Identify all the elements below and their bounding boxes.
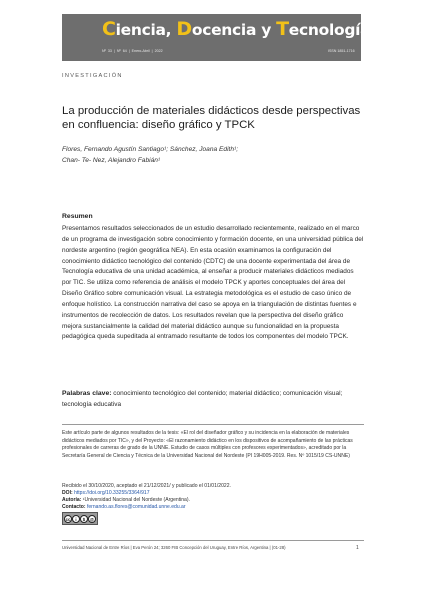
journal-title — [102, 18, 371, 40]
doi-line: DOI: https://doi.org/10.33255/3364/917 — [62, 490, 150, 496]
abstract-text: Presentamos resultados seleccionados de un estudio desarrollado recientemente, realizado en el marco de un programa de investigación sobre conocimiento y formación docente, en una universidad pública del nordeste argentino (región geográfica NEA). En esta ocasión examinamos la configuración del conocimiento didáctico tecnológico del contenido (CDTC) de una docente experimentada del área de Tecnología educativa de una unidad académica, al enseñar a producir materiales didácticos mediados por TIC. Se utiliza como referencia de análisis el modelo TPCK y aportes conceptuales del área del Diseño Gráfico sobre comunicación visual. La estrategia metodológica es el estudio de caso único de enfoque holístico. La construcción narrativa del caso se apoya en la triangulación de distintas fuentes e instrumentos de recolección de datos. Los resultados revelan que la perspectiva del diseño gráfico mejora sustancialmente la calidad del material didáctico aunque su funcionalidad en la propuesta pedagógica queda supeditada al entramado resultante de todos los componentes del modelo TPCK. — [62, 225, 364, 341]
section-label: INVESTIGACIÓN — [62, 73, 123, 79]
doi-link[interactable]: https://doi.org/10.33255/3364/917 — [74, 490, 150, 496]
sharealike-icon: @ — [89, 516, 95, 522]
by-attribution-icon: i — [72, 515, 80, 523]
footer-address: Universidad Nacional de Entre Ríos | Eva Perón 24; 3260 FIB Concepción del Uruguay, Entre Ríos, Argentina | (01-28) — [62, 545, 286, 550]
cc-icon: cc — [65, 516, 71, 522]
issn: ISSN 1851-1716 — [328, 49, 355, 53]
contact-email-link[interactable]: fernando.as.flores@comunidad.unne.edu.ar — [86, 504, 186, 510]
authors-line: Flores, Fernando Agustín Santiago¹; Sánchez, Joana Edith¹; — [62, 146, 239, 153]
noncommercial-icon: $ — [80, 515, 88, 523]
journal-title-part: Docencia y — [176, 18, 277, 40]
journal-title-part: Ciencia, — [102, 18, 177, 40]
divider — [62, 424, 364, 425]
abstract-heading: Resumen — [62, 213, 93, 220]
article-title: La producción de materiales didácticos desde perspectivas en confluencia: diseño gráfico y TPCK — [62, 105, 361, 131]
authorship-line: Autoría: ¹Universidad Nacional del Nordeste (Argentina). — [62, 497, 190, 503]
authors-line: Chan- Te- Nez, Alejandro Fabián¹ — [62, 157, 161, 164]
contact-line: Contacto: fernando.as.flores@comunidad.unne.edu.ar — [62, 504, 186, 510]
footnote: Este artículo parte de algunos resultados de la tesis: «El rol del diseñador gráfico y su incidencia en la elaboración de materiales didácticos mediados por TIC», y del Proyecto: «El razonamiento didáctico en los dispositivos de acompañamiento de las prácticas profesionales de carreras de grado de la UNNE. Estudio de casos múltiples con profesores experimentados», acreditado por la Secretaría General de Ciencia y Técnica de la Universidad Nacional del Nordeste (PI 19H005-2019. Res. Nº 1015/19 CS-UNNE) — [62, 430, 353, 459]
journal-title-part: Tecnología — [276, 18, 371, 40]
received-dates: Recibido el 30/10/2020, aceptado el 21/12/2021/ y publicado el 01/01/2022. — [62, 483, 231, 489]
issue-info: Nº 33 | Nº 64 | Enero-Abril | 2022 — [102, 49, 163, 53]
keywords — [62, 389, 364, 411]
page-number: 1 — [356, 545, 359, 551]
keywords-text: conocimiento tecnológico del contenido; material didáctico; comunicación visual; tecnología educativa — [62, 390, 343, 408]
authors — [62, 144, 362, 166]
keywords-label: Palabras clave: — [62, 390, 112, 397]
creative-commons-license-badge[interactable] — [62, 512, 98, 525]
footer-divider — [62, 540, 364, 541]
